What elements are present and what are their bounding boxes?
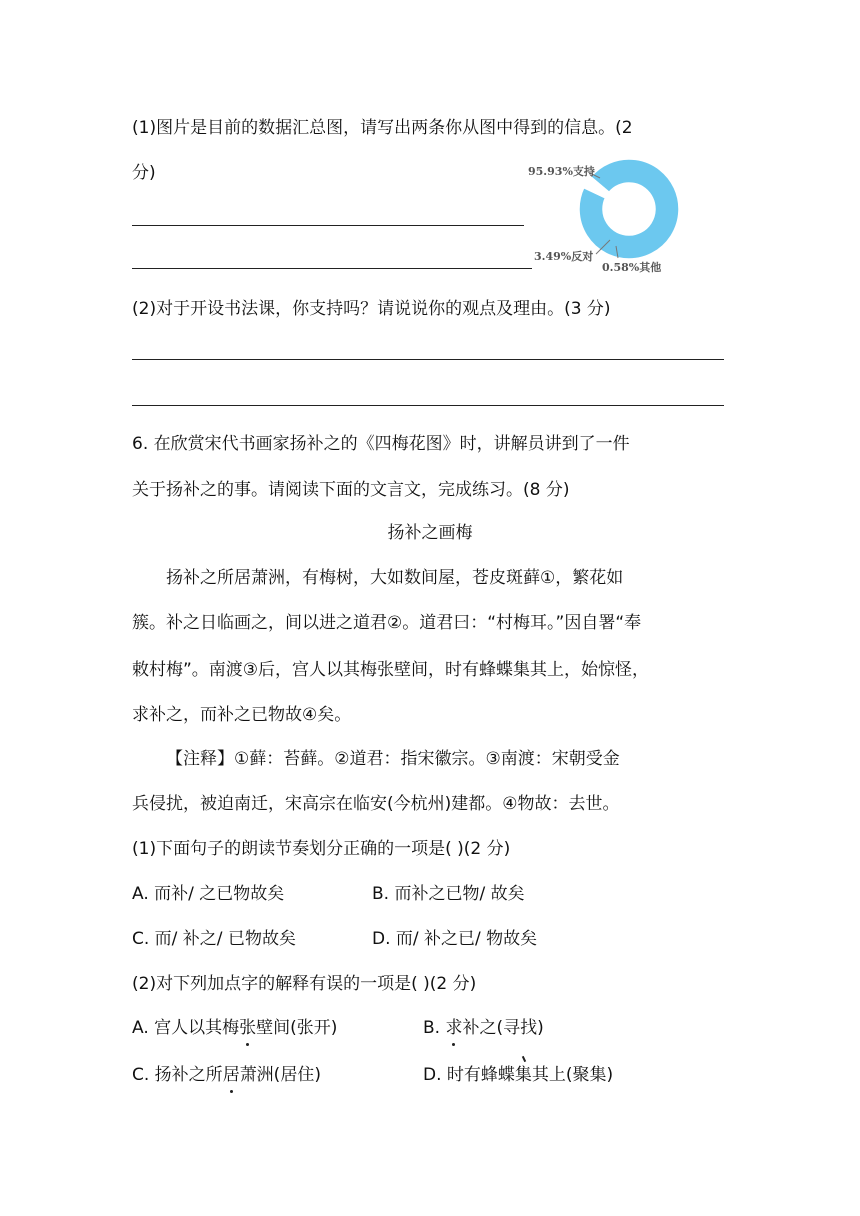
option-b-dotted-char: 求 bbox=[445, 1018, 463, 1038]
passage-line-1: 扬补之所居萧洲，有梅树，大如数间屋，苍皮斑藓①，繁花如 bbox=[166, 568, 624, 588]
sub2-question: (2)对下列加点字的解释有误的一项是( )(2 分) bbox=[132, 974, 477, 994]
passage-line-2: 簇。补之日临画之，间以进之道君②。道君曰：“村梅耳。”因自署“奉 bbox=[132, 613, 642, 633]
q6-line1: 6. 在欣赏宋代书画家扬补之的《四梅花图》时，讲解员讲到了一件 bbox=[132, 434, 630, 454]
sub1-option-c[interactable]: C. 而/ 补之/ 已物故矣 bbox=[132, 929, 296, 949]
passage-line-4: 求补之，而补之已物故④矣。 bbox=[132, 705, 352, 725]
q6-line2: 关于扬补之的事。请阅读下面的文言文，完成练习。(8 分) bbox=[132, 480, 570, 500]
option-a-suffix: 壁间(张开) bbox=[256, 1018, 338, 1038]
option-b-suffix: 补之(寻找) bbox=[462, 1018, 544, 1038]
sub2-option-a[interactable] bbox=[132, 1016, 337, 1040]
passage-title: 扬补之画梅 bbox=[387, 523, 473, 543]
sub2-option-c[interactable] bbox=[132, 1063, 321, 1087]
sub1-question: (1)下面句子的朗读节奏划分正确的一项是( )(2 分) bbox=[132, 839, 511, 859]
answer-line-1[interactable] bbox=[132, 225, 524, 226]
option-d-marked-char: 集 bbox=[514, 1065, 532, 1085]
option-c-suffix: 萧洲(居住) bbox=[239, 1065, 321, 1085]
answer-line-2[interactable] bbox=[132, 268, 532, 269]
sub1-option-b[interactable]: B. 而补之已物/ 故矣 bbox=[372, 884, 525, 904]
option-c-dotted-char: 居 bbox=[222, 1065, 240, 1085]
option-a-dotted-char: 张 bbox=[239, 1018, 257, 1038]
passage-line-3: 敕村梅”。南渡③后，宫人以其梅张壁间，时有蜂蝶集其上，始惊怪， bbox=[132, 660, 650, 680]
option-d-suffix: 其上(聚集) bbox=[531, 1065, 614, 1085]
label-oppose: 3.49%反对 bbox=[534, 250, 594, 263]
option-a-prefix: A. 宫人以其梅 bbox=[132, 1018, 240, 1038]
notes-line-2: 兵侵扰，被迫南迁，宋高宗在临安(今杭州)建都。④物故：去世。 bbox=[132, 794, 620, 814]
sub1-option-a[interactable]: A. 而补/ 之已物故矣 bbox=[132, 884, 285, 904]
notes-line-1: 【注释】①藓：苔藓。②道君：指宋徽宗。③南渡：宋朝受金 bbox=[166, 749, 620, 769]
option-c-prefix: C. 扬补之所 bbox=[132, 1065, 223, 1085]
answer-line-3[interactable] bbox=[132, 359, 724, 360]
donut-chart bbox=[520, 150, 690, 278]
sub2-option-d[interactable] bbox=[423, 1063, 613, 1087]
option-d-prefix: D. 时有蜂蝶 bbox=[423, 1065, 515, 1085]
answer-line-4[interactable] bbox=[132, 405, 724, 406]
q1-line2: 分) bbox=[132, 163, 156, 183]
q1-line1: (1)图片是目前的数据汇总图，请写出两条你从图中得到的信息。(2 bbox=[132, 118, 633, 138]
sub1-option-d[interactable]: D. 而/ 补之已/ 物故矣 bbox=[372, 929, 538, 949]
q2-text: (2)对于开设书法课，你支持吗？请说说你的观点及理由。(3 分) bbox=[132, 299, 611, 319]
sub2-option-b[interactable] bbox=[423, 1016, 544, 1040]
label-support: 95.93%支持 bbox=[528, 165, 595, 178]
label-other: 0.58%其他 bbox=[602, 261, 662, 274]
option-b-prefix: B. bbox=[423, 1018, 446, 1038]
